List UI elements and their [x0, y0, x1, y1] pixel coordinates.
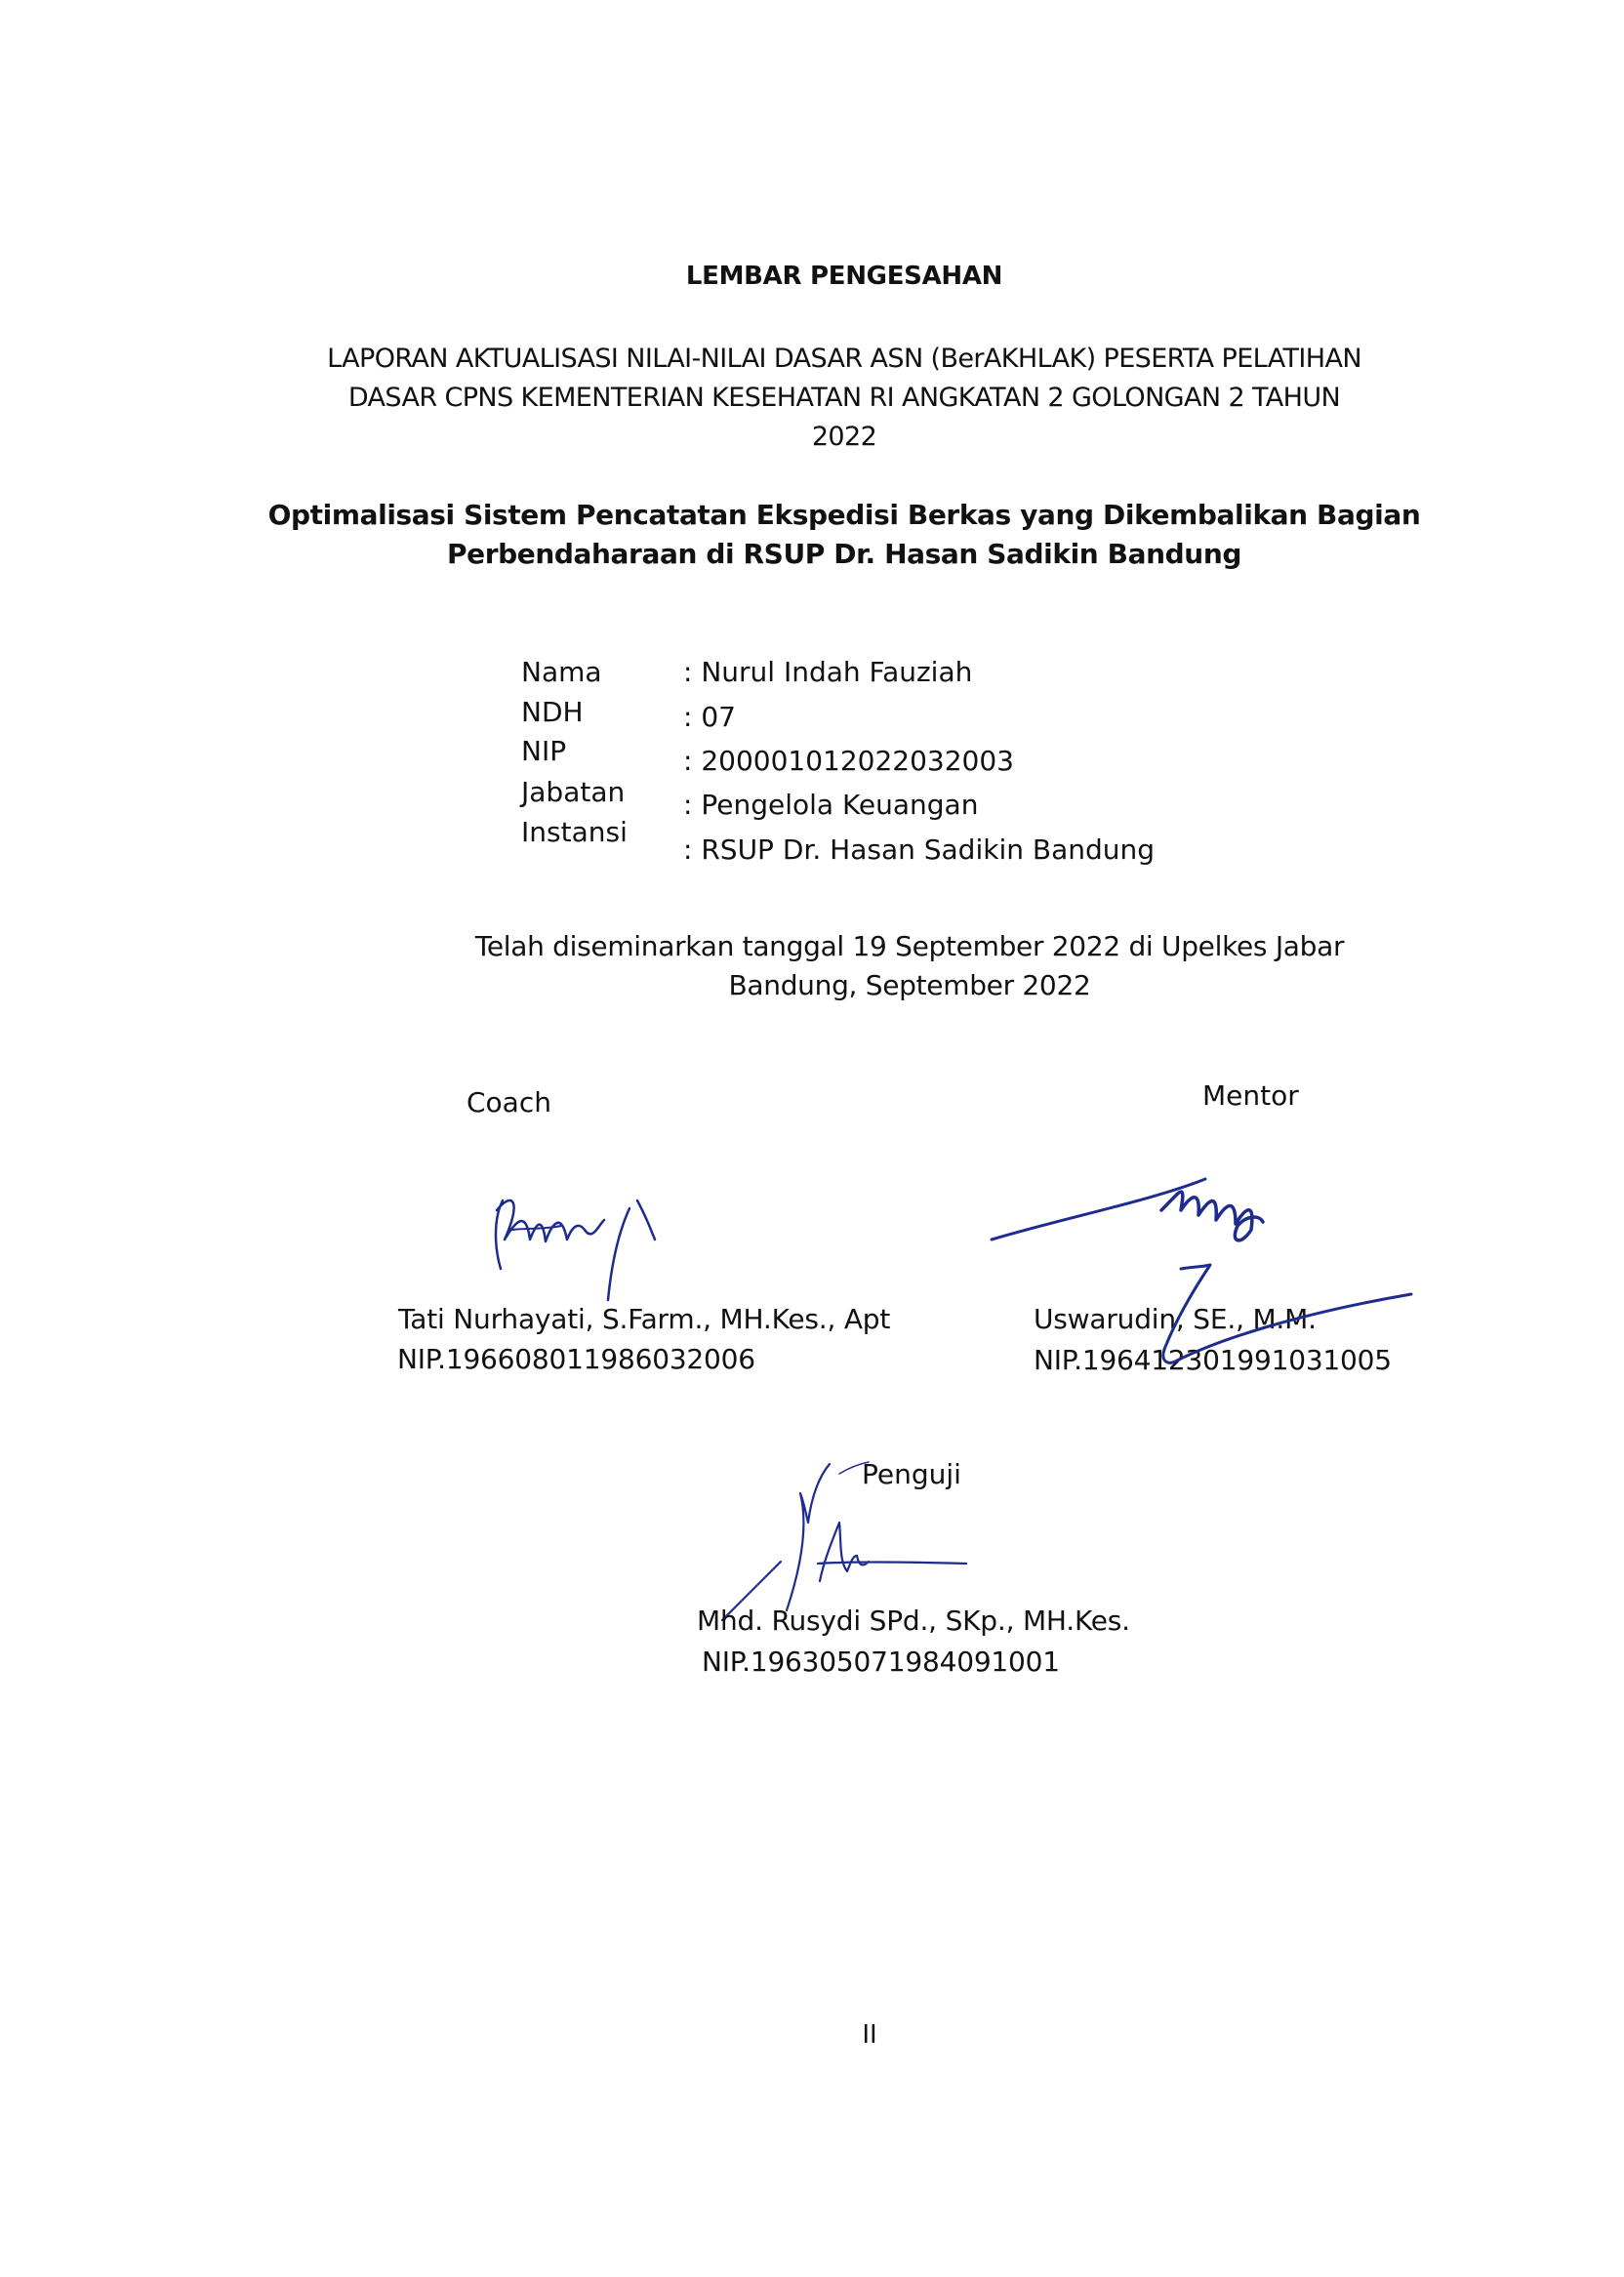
mentor-nip: NIP.196412301991031005	[1034, 1344, 1392, 1376]
examiner-name: Mhd. Rusydi SPd., SKp., MH.Kes.	[697, 1605, 1130, 1637]
subtitle-line-3: 2022	[811, 422, 877, 452]
report-title	[0, 496, 1624, 574]
seminar-line-1: Telah diseminarkan tanggal 19 September 2022 di Upelkes Jabar	[474, 930, 1345, 962]
report-title-line-1: Optimalisasi Sistem Pencatatan Ekspedisi Berkas yang Dikembalikan Bagian	[267, 499, 1421, 531]
coach-name: Tati Nurhayati, S.Farm., MH.Kes., Apt	[398, 1303, 891, 1335]
subtitle-line-1: LAPORAN AKTUALISASI NILAI-NILAI DASAR ASN (BerAKHLAK) PESERTA PELATIHAN	[327, 344, 1361, 374]
field-value-instansi: : RSUP Dr. Hasan Sadikin Bandung	[683, 834, 1156, 866]
seminar-line-2: Bandung, September 2022	[728, 969, 1091, 1001]
mentor-signature	[986, 1161, 1425, 1396]
field-label-instansi: Instansi	[521, 816, 628, 848]
field-value-nip: : 200001012022032003	[683, 745, 1014, 777]
field-value-jabatan: : Pengelola Keuangan	[683, 789, 979, 821]
field-label-nama: Nama	[521, 656, 602, 688]
page-number: II	[862, 2020, 877, 2050]
examiner-signature	[703, 1454, 1015, 1630]
page-title: LEMBAR PENGESAHAN	[685, 262, 1003, 291]
seminar-info	[0, 927, 1624, 1005]
report-subtitle	[0, 340, 1624, 457]
coach-signature	[483, 1171, 698, 1308]
coach-nip: NIP.196608011986032006	[397, 1343, 755, 1375]
field-value-ndh: : 07	[683, 701, 736, 733]
mentor-role-label: Mentor	[1202, 1079, 1299, 1112]
subtitle-line-2: DASAR CPNS KEMENTERIAN KESEHATAN RI ANGKATAN 2 GOLONGAN 2 TAHUN	[347, 383, 1341, 413]
field-label-ndh: NDH	[521, 696, 584, 728]
coach-role-label: Coach	[467, 1086, 551, 1118]
field-value-nama: : Nurul Indah Fauziah	[683, 656, 973, 688]
field-label-nip: NIP	[521, 735, 567, 767]
report-title-line-2: Perbendaharaan di RSUP Dr. Hasan Sadikin Bandung	[447, 538, 1241, 570]
field-label-jabatan: Jabatan	[521, 776, 626, 808]
examiner-nip: NIP.196305071984091001	[702, 1646, 1060, 1678]
mentor-name: Uswarudin, SE., M.M.	[1034, 1303, 1317, 1335]
examiner-role-label: Penguji	[862, 1458, 961, 1490]
